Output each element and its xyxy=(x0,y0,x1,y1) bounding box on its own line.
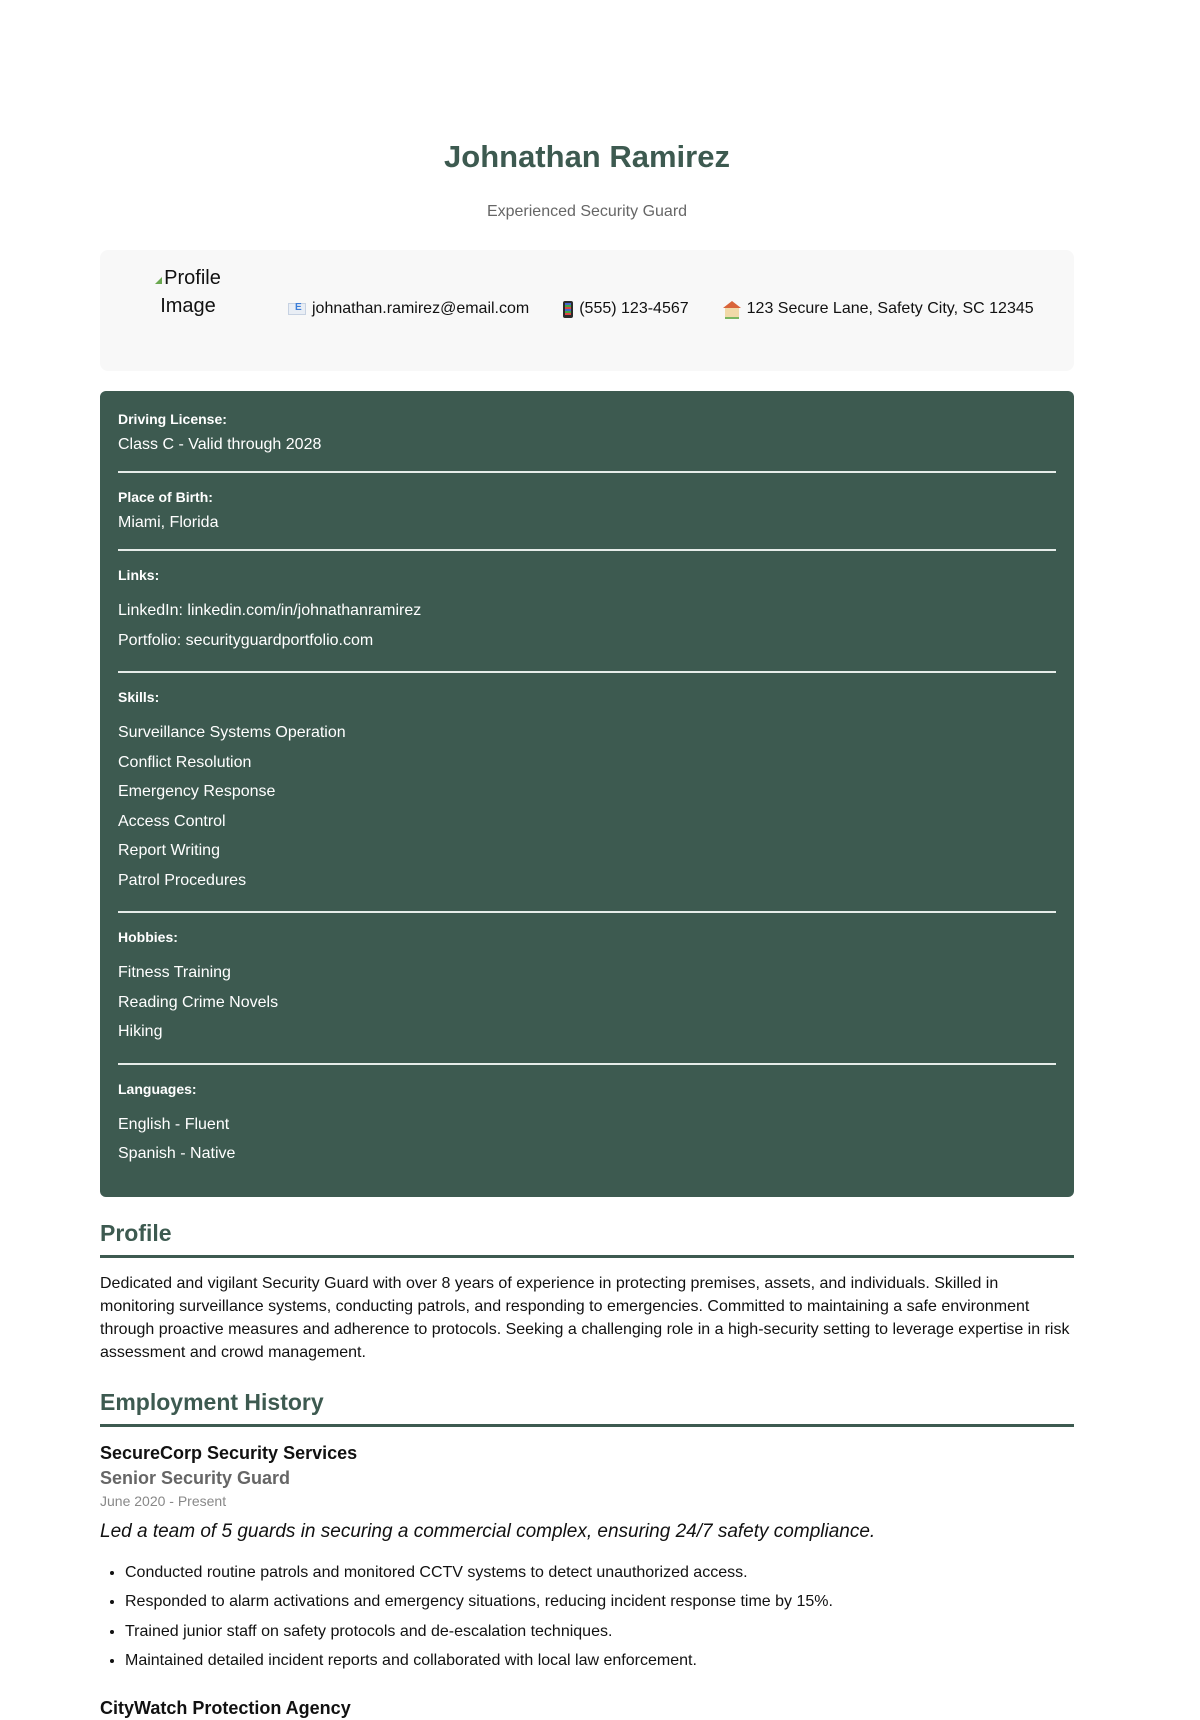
job-role: Senior Security Guard xyxy=(100,1467,291,1488)
contact-phone[interactable] xyxy=(563,299,688,319)
languages-label: Languages: xyxy=(118,1080,197,1097)
hobby-item: Hiking xyxy=(118,1023,163,1040)
candidate-name: Johnathan Ramirez xyxy=(444,139,730,174)
place-of-birth-label: Place of Birth: xyxy=(118,489,213,505)
job-summary: Led a team of 5 guards in securing a commercial complex, ensuring 24/7 safety compliance. xyxy=(100,1520,876,1542)
driving-license-label: Driving License: xyxy=(118,411,227,427)
job-bullet: • Conducted routine patrols and monitored CCTV systems to detect unauthorized access. xyxy=(125,1558,1074,1588)
profile-image xyxy=(128,264,248,320)
contact-address xyxy=(723,299,1034,319)
broken-image-icon xyxy=(155,276,163,284)
employment-section xyxy=(100,1388,1074,1720)
employment-heading: Employment History xyxy=(100,1388,1074,1427)
job-bullet: • Trained junior staff on safety protocols and de-escalation techniques. xyxy=(125,1617,1074,1647)
link-portfolio[interactable]: Portfolio: securityguardportfolio.com xyxy=(118,631,374,649)
mobile-phone-icon xyxy=(563,301,573,318)
job-entry xyxy=(100,1441,1074,1676)
job-dates: June 2020 - Present xyxy=(100,1492,227,1509)
language-item: English - Fluent xyxy=(118,1115,230,1133)
phone-text: (555) 123-4567 xyxy=(579,300,689,317)
languages-section xyxy=(118,1063,1056,1169)
resume-page xyxy=(100,0,1074,1720)
skill-item: Report Writing xyxy=(118,842,220,859)
job-company: SecureCorp Security Services xyxy=(100,1442,358,1463)
skill-item: Patrol Procedures xyxy=(118,871,247,889)
place-of-birth-value: Miami, Florida xyxy=(118,514,219,531)
job-entry xyxy=(100,1696,1074,1720)
profile-section xyxy=(100,1219,1074,1364)
hobby-item: Fitness Training xyxy=(118,964,231,981)
job-bullet: • Responded to alarm activations and emergency situations, reducing incident response time by 15%. xyxy=(125,1587,1074,1617)
contact-box xyxy=(100,250,1074,371)
contact-email[interactable] xyxy=(288,299,529,319)
skills-section xyxy=(118,671,1056,895)
skills-list xyxy=(118,718,1056,895)
skill-item: Surveillance Systems Operation xyxy=(118,724,346,741)
language-item: Spanish - Native xyxy=(118,1145,236,1162)
job-bullet: • Maintained detailed incident reports and collaborated with local law enforcement. xyxy=(125,1646,1074,1676)
contact-items xyxy=(288,299,1034,319)
links-section xyxy=(118,549,1056,655)
link-linkedin[interactable]: LinkedIn: linkedin.com/in/johnathanramirez xyxy=(118,602,422,619)
skill-item: Emergency Response xyxy=(118,783,276,800)
resume-header xyxy=(100,138,1074,222)
job-responsibilities xyxy=(100,1558,1074,1676)
links-list xyxy=(118,596,1056,655)
candidate-title: Experienced Security Guard xyxy=(486,203,688,220)
job-company: CityWatch Protection Agency xyxy=(100,1697,351,1718)
hobbies-list xyxy=(118,958,1056,1047)
profile-image-alt: Profile Image xyxy=(160,267,221,317)
hobby-item: Reading Crime Novels xyxy=(118,993,279,1011)
skills-label: Skills: xyxy=(118,689,160,705)
house-icon xyxy=(723,301,741,317)
driving-license-section xyxy=(118,409,1056,455)
driving-license-value: Class C - Valid through 2028 xyxy=(118,436,322,453)
place-of-birth-section xyxy=(118,471,1056,533)
profile-summary: Dedicated and vigilant Security Guard with over 8 years of experience in protecting premises, assets, and individuals. Skilled in monitoring surveillance systems, conducting patrols, and responding to emergencies. Committed to maintaining a safe environment through proactive measures and adherence to protocols. Seeking a challenging role in a high-security setting to leverage expertise in risk assessment and crowd management. xyxy=(100,1274,1070,1361)
email-text: johnathan.ramirez@email.com xyxy=(312,300,530,317)
address-text: 123 Secure Lane, Safety City, SC 12345 xyxy=(746,300,1034,317)
envelope-icon xyxy=(288,303,306,315)
details-panel xyxy=(100,391,1074,1197)
skill-item: Access Control xyxy=(118,812,226,830)
languages-list xyxy=(118,1110,1056,1169)
hobbies-section xyxy=(118,911,1056,1047)
profile-heading: Profile xyxy=(100,1219,1074,1258)
hobbies-label: Hobbies: xyxy=(118,929,178,945)
skill-item: Conflict Resolution xyxy=(118,753,252,771)
links-label: Links: xyxy=(118,567,160,583)
